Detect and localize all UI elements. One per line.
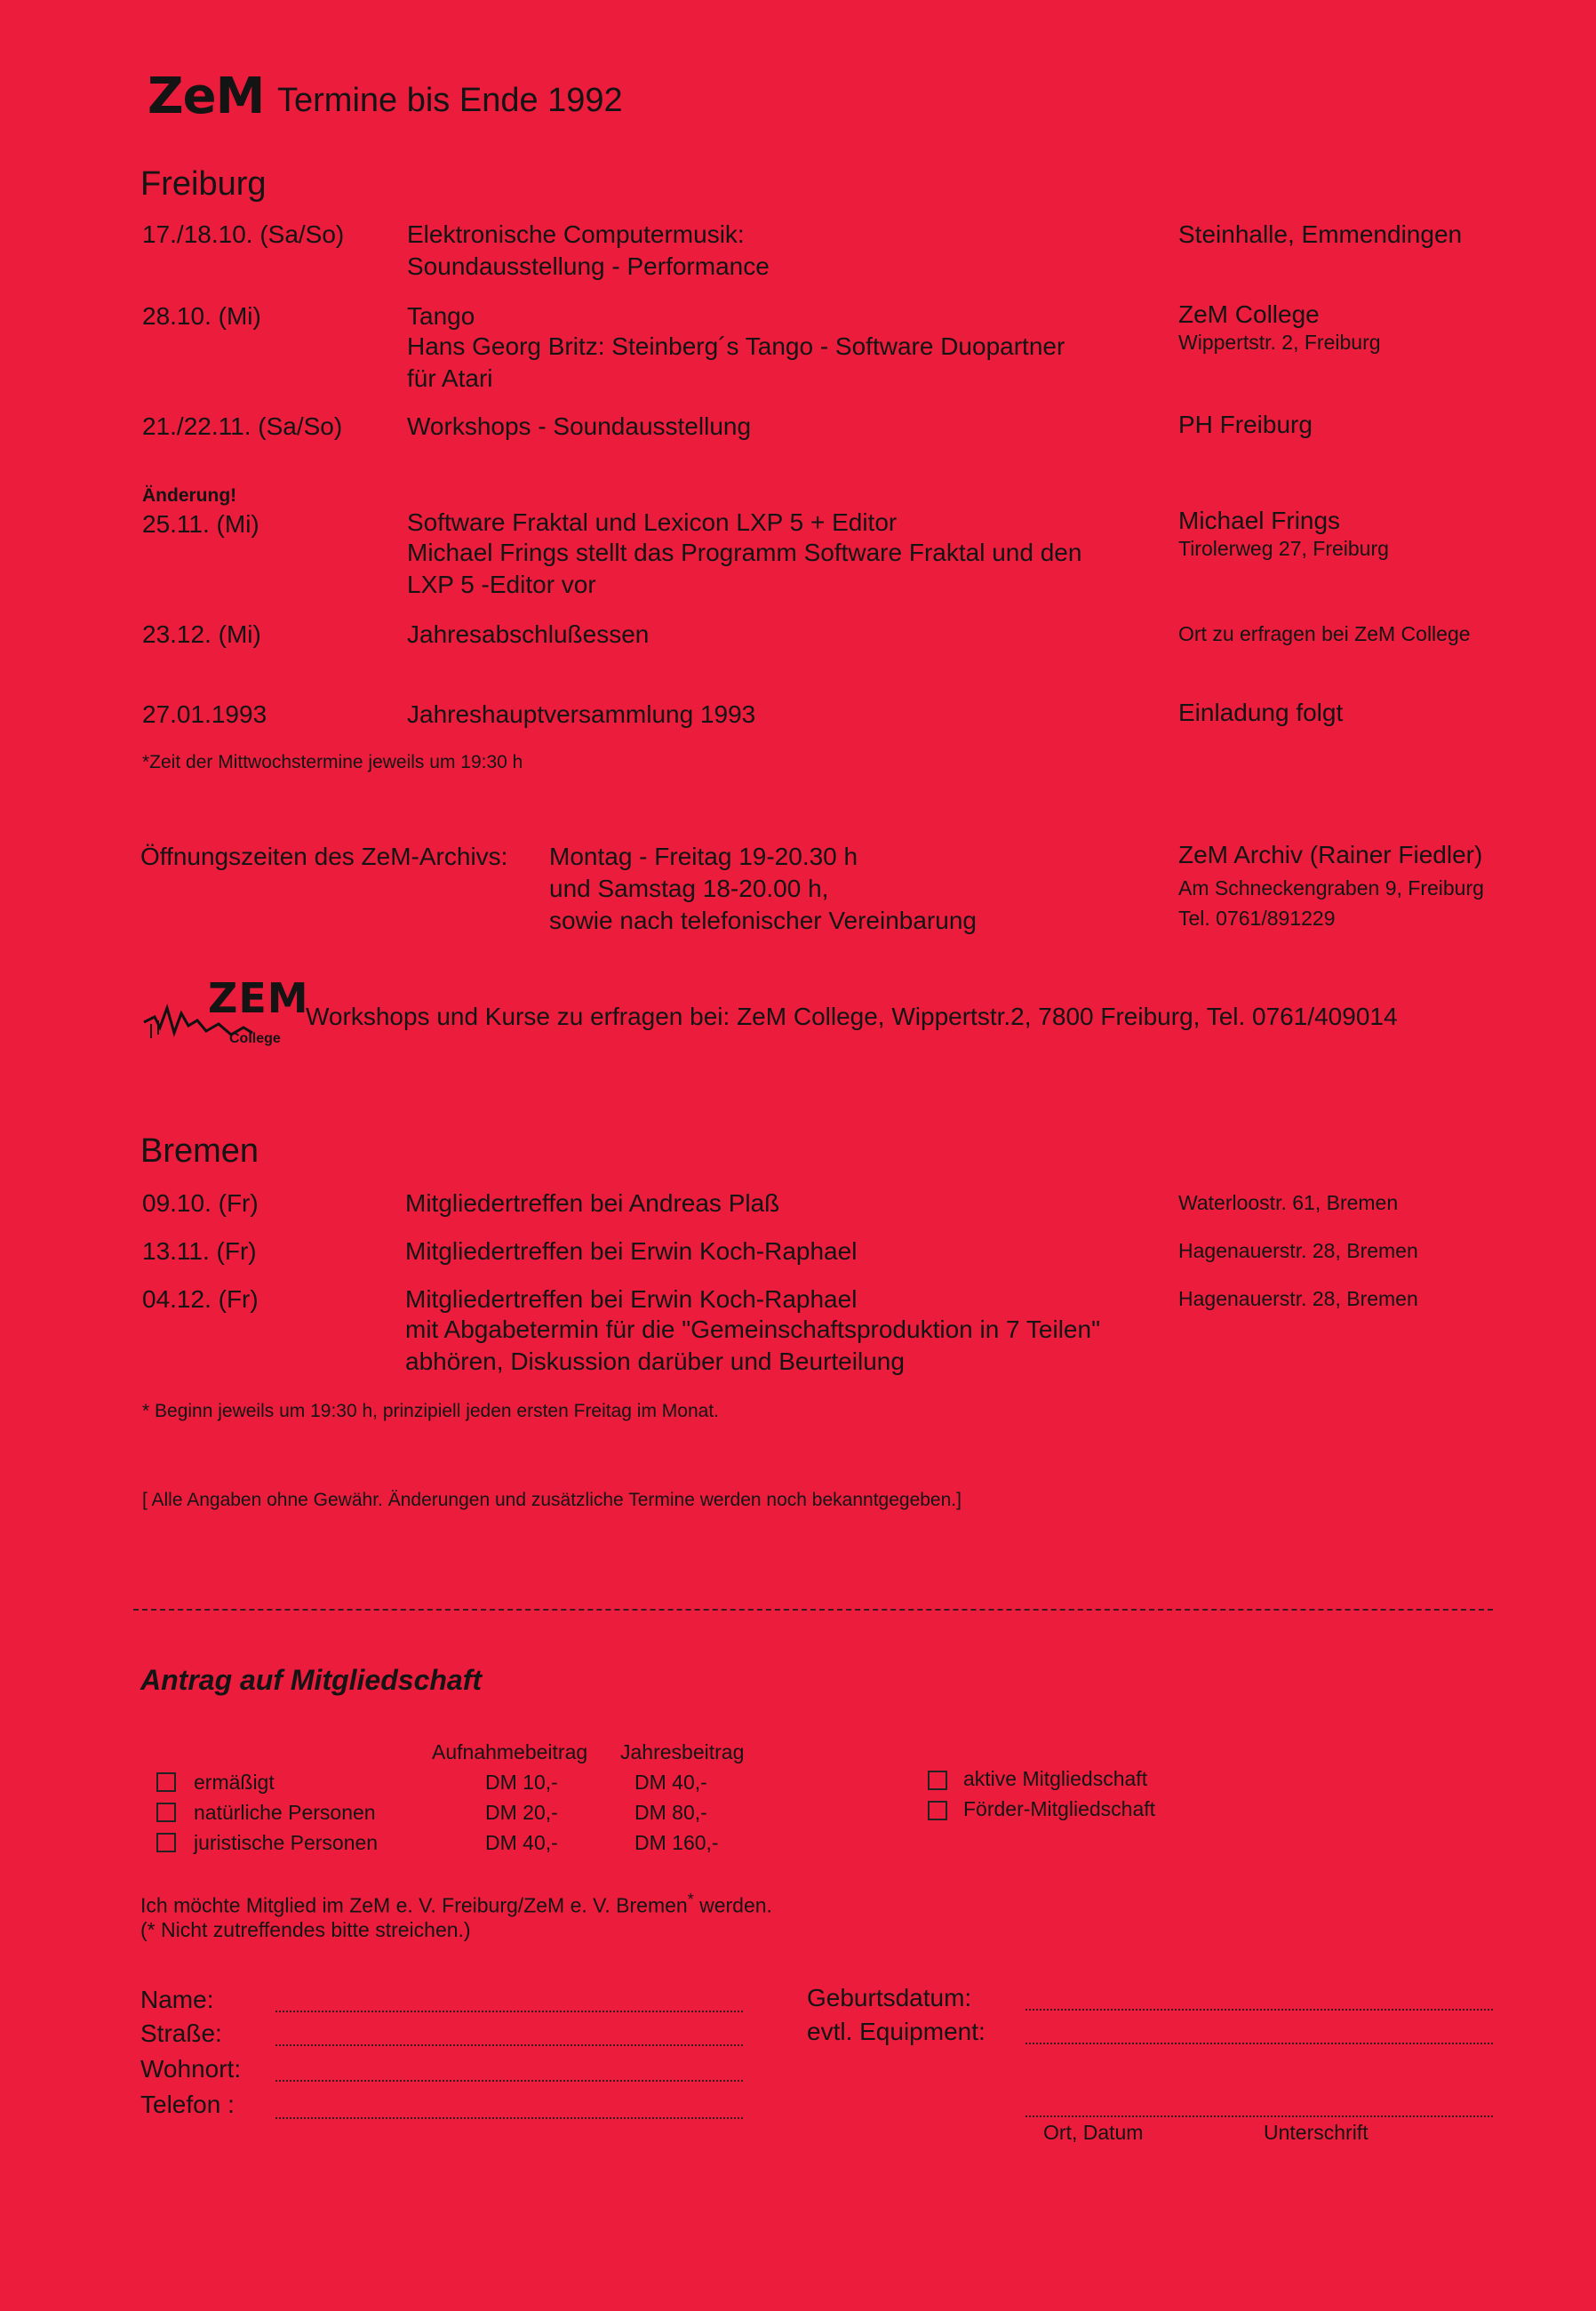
archive-label: Öffnungszeiten des ZeM-Archivs:	[140, 843, 508, 870]
event-date: 28.10. (Mi)	[142, 302, 261, 330]
event-description: Soundausstellung - Performance	[407, 252, 770, 280]
event-address: Wippertstr. 2, Freiburg	[1178, 331, 1381, 354]
event-address: Tirolerweg 27, Freiburg	[1178, 537, 1389, 560]
archive-hours: Montag - Freitag 19-20.30 h	[549, 843, 858, 870]
field-label-phone: Telefon :	[140, 2091, 235, 2118]
strike-note: (* Nicht zutreffendes bitte streichen.)	[140, 1918, 471, 1941]
event-description: abhören, Diskussion darüber und Beurteilung	[405, 1347, 905, 1375]
event-place: PH Freiburg	[1178, 411, 1313, 438]
college-logo-sub: College	[229, 1031, 281, 1046]
membership-statement-star: *	[687, 1891, 694, 1908]
fee-admission: DM 20,-	[485, 1801, 558, 1824]
event-place: Waterloostr. 61, Bremen	[1178, 1191, 1399, 1214]
category-label: natürliche Personen	[194, 1801, 376, 1824]
membership-type-label: Förder-Mitgliedschaft	[963, 1797, 1156, 1820]
college-logo	[142, 974, 309, 1051]
signature-label-place-date: Ort, Datum	[1043, 2121, 1144, 2144]
page-title: Termine bis Ende 1992	[277, 82, 623, 119]
disclaimer: [ Alle Angaben ohne Gewähr. Änderungen und zusätzliche Termine werden noch bekanntgegeben.]	[142, 1490, 962, 1510]
archive-phone: Tel. 0761/891229	[1178, 907, 1336, 930]
archive-hours: und Samstag 18-20.00 h,	[549, 875, 829, 902]
field-label-equipment: evtl. Equipment:	[807, 2018, 986, 2045]
field-label-birthdate: Geburtsdatum:	[807, 1984, 972, 2011]
fee-header-admission: Aufnahmebeitrag	[432, 1740, 588, 1763]
fee-admission: DM 40,-	[485, 1831, 558, 1854]
name-field[interactable]	[275, 2011, 743, 2012]
category-label: ermäßigt	[194, 1771, 275, 1794]
footnote: *Zeit der Mittwochstermine jeweils um 19:30 h	[142, 752, 523, 772]
event-place: ZeM College	[1178, 300, 1320, 328]
archive-address: Am Schneckengraben 9, Freiburg	[1178, 876, 1484, 900]
event-place: Ort zu erfragen bei ZeM College	[1178, 622, 1471, 645]
street-field[interactable]	[275, 2044, 743, 2046]
checkbox-supporting-membership[interactable]	[928, 1801, 947, 1820]
field-label-street: Straße:	[140, 2019, 222, 2047]
fee-header-annual: Jahresbeitrag	[620, 1740, 745, 1763]
membership-type-label: aktive Mitgliedschaft	[963, 1767, 1148, 1790]
event-date: 21./22.11. (Sa/So)	[142, 412, 343, 440]
membership-statement-end: werden.	[699, 1893, 772, 1917]
section-heading-freiburg: Freiburg	[140, 165, 267, 203]
event-title: Mitgliedertreffen bei Erwin Koch-Raphael	[405, 1285, 858, 1313]
event-date: 13.11. (Fr)	[142, 1237, 257, 1265]
event-title: Mitgliedertreffen bei Erwin Koch-Raphael	[405, 1237, 858, 1265]
event-description: LXP 5 -Editor vor	[407, 571, 596, 598]
cut-line	[133, 1609, 1493, 1611]
event-description: für Atari	[407, 364, 493, 392]
change-label: Änderung!	[142, 485, 237, 506]
category-label: juristische Personen	[194, 1831, 379, 1854]
event-place: Hagenauerstr. 28, Bremen	[1178, 1239, 1418, 1262]
city-field[interactable]	[275, 2080, 743, 2082]
form-title: Antrag auf Mitgliedschaft	[140, 1664, 483, 1696]
event-place: Steinhalle, Emmendingen	[1178, 220, 1463, 248]
event-date: 23.12. (Mi)	[142, 620, 261, 648]
field-label-city: Wohnort:	[140, 2055, 242, 2083]
phone-field[interactable]	[275, 2117, 743, 2119]
signature-label-signature: Unterschrift	[1264, 2121, 1369, 2144]
college-logo-text: ZEM	[208, 974, 309, 1022]
event-description: mit Abgabetermin für die "Gemeinschaftsproduktion in 7 Teilen"	[405, 1315, 1101, 1343]
event-title: Jahreshauptversammlung 1993	[407, 700, 756, 728]
fee-annual: DM 160,-	[634, 1831, 719, 1854]
college-info: Workshops und Kurse zu erfragen bei: ZeM College, Wippertstr.2, 7800 Freiburg, Tel. 0761/409014	[306, 1003, 1398, 1030]
event-date: 25.11. (Mi)	[142, 510, 259, 538]
event-date: 04.12. (Fr)	[142, 1285, 259, 1313]
event-title: Jahresabschlußessen	[407, 620, 650, 648]
section-heading-bremen: Bremen	[140, 1132, 259, 1170]
event-title: Elektronische Computermusik:	[407, 220, 745, 248]
zem-logo: ZeM	[148, 68, 265, 125]
checkbox-reduced[interactable]	[156, 1772, 176, 1792]
event-title: Software Fraktal und Lexicon LXP 5 + Editor	[407, 508, 898, 536]
equipment-field[interactable]	[1025, 2043, 1493, 2044]
event-title: Mitgliedertreffen bei Andreas Plaß	[405, 1189, 780, 1217]
event-description: Hans Georg Britz: Steinberg´s Tango - Software Duopartner	[407, 332, 1065, 360]
membership-statement-text: Ich möchte Mitglied im ZeM e. V. Freiburg/ZeM e. V. Bremen	[140, 1893, 688, 1917]
checkbox-active-membership[interactable]	[928, 1771, 947, 1790]
event-place: Hagenauerstr. 28, Bremen	[1178, 1287, 1418, 1310]
birthdate-field[interactable]	[1025, 2009, 1493, 2011]
fee-annual: DM 40,-	[634, 1771, 707, 1794]
event-place: Michael Frings	[1178, 507, 1341, 534]
event-date: 09.10. (Fr)	[142, 1189, 259, 1217]
fee-annual: DM 80,-	[634, 1801, 707, 1824]
archive-hours: sowie nach telefonischer Vereinbarung	[549, 907, 977, 934]
event-date: 27.01.1993	[142, 700, 267, 728]
event-title: Tango	[407, 302, 475, 330]
event-title: Workshops - Soundausstellung	[407, 412, 752, 440]
fee-admission: DM 10,-	[485, 1771, 558, 1794]
field-label-name: Name:	[140, 1986, 214, 2013]
membership-statement	[140, 1886, 772, 1919]
event-date: 17./18.10. (Sa/So)	[142, 220, 345, 248]
signature-field[interactable]	[1025, 2115, 1493, 2117]
checkbox-natural-persons[interactable]	[156, 1803, 176, 1822]
event-description: Michael Frings stellt das Programm Software Fraktal und den	[407, 539, 1082, 566]
checkbox-legal-persons[interactable]	[156, 1833, 176, 1852]
footnote: * Beginn jeweils um 19:30 h, prinzipiell jeden ersten Freitag im Monat.	[142, 1401, 720, 1421]
archive-place: ZeM Archiv (Rainer Fiedler)	[1178, 841, 1483, 868]
event-place: Einladung folgt	[1178, 699, 1344, 726]
